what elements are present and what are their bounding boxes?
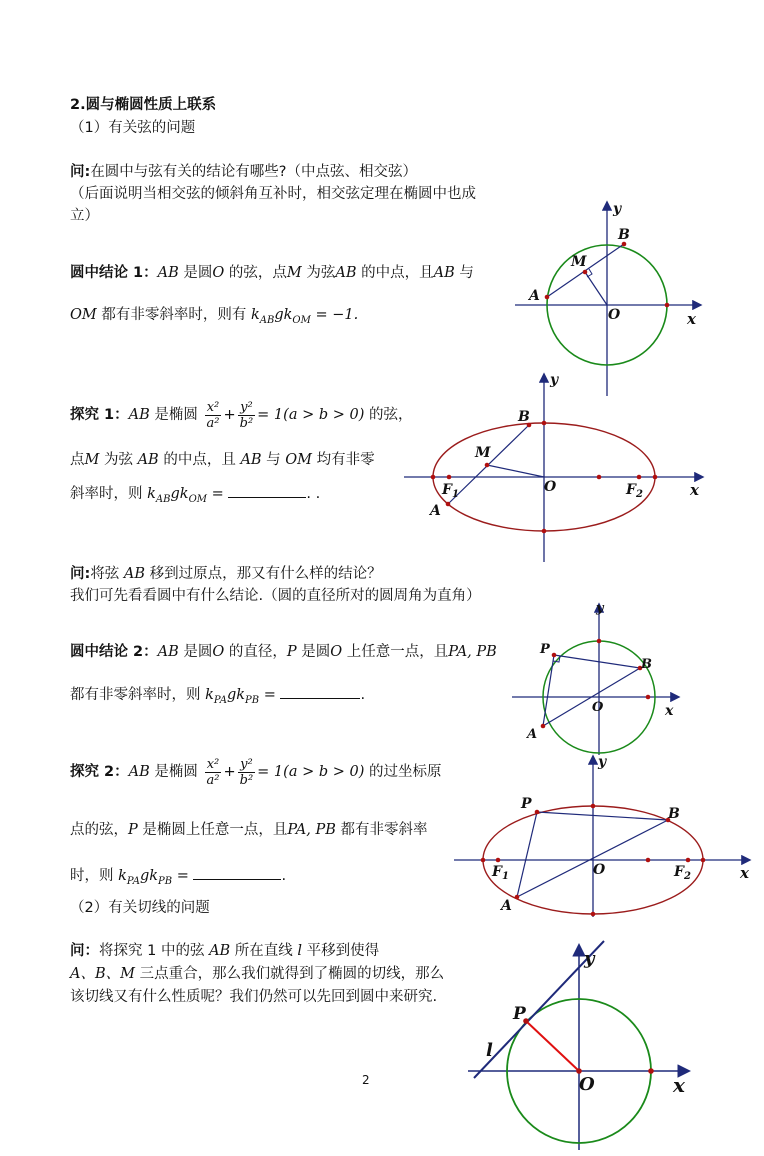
text: . <box>281 868 287 884</box>
label-x: x <box>690 481 699 499</box>
math: AB <box>335 265 357 281</box>
text: 上任意一点，且 <box>342 644 449 660</box>
math-sub: PA <box>213 694 227 706</box>
conclusion-1-line1 <box>70 263 474 283</box>
text: 与 <box>261 452 286 468</box>
point-y-intercept <box>597 639 602 644</box>
label-p: P <box>540 642 550 657</box>
text: 平移到使得 <box>302 943 380 959</box>
question-lead: 问： <box>70 943 99 959</box>
math: O <box>330 644 343 660</box>
text: 的直径， <box>224 644 287 660</box>
point-a <box>545 295 550 300</box>
point-vertex-bottom <box>591 912 596 917</box>
point-x-intercept <box>646 695 651 700</box>
figure-circle-tangent <box>466 938 694 1152</box>
fraction: $\frac{\text{y²}}{\text{b²}}$ <box>239 756 254 788</box>
math: + <box>223 407 236 423</box>
figure-circle-diameter <box>510 600 682 758</box>
point-f2 <box>686 858 691 863</box>
conclusion-lead: 圆中结论 1： <box>70 265 158 281</box>
answer-blank[interactable] <box>280 698 360 699</box>
math: PA, PB <box>448 644 497 660</box>
point-vertex-left <box>431 475 436 480</box>
point-x-intercept <box>648 1068 654 1074</box>
point-vertex-top <box>542 421 547 426</box>
label-m: M <box>571 254 587 270</box>
label-a: A <box>529 288 540 304</box>
math: k <box>147 486 156 502</box>
text: 均有非零 <box>312 452 375 468</box>
math: AB <box>123 566 146 582</box>
point-f2 <box>637 475 642 480</box>
label-o: O <box>608 307 621 323</box>
text: 是圆 <box>296 644 331 660</box>
text: 是圆 <box>178 644 213 660</box>
label-f2: $F_2$ <box>674 864 691 882</box>
text: 都有非零斜率时，则有 <box>96 307 251 323</box>
math: k <box>118 868 127 884</box>
point-a <box>446 502 451 507</box>
math: OM <box>70 307 97 323</box>
text: 的过坐标原 <box>364 764 442 780</box>
label-o: O <box>593 862 606 878</box>
label-y: y <box>598 754 607 770</box>
segment-pb <box>554 655 640 668</box>
text: 所在直线 <box>230 943 298 959</box>
math: M <box>84 452 100 468</box>
conclusion-lead: 圆中结论 2： <box>70 644 158 660</box>
question-3-line2 <box>70 964 444 984</box>
label-a: A <box>527 727 538 742</box>
exploration-1-line1 <box>70 395 412 435</box>
point-p <box>535 810 540 815</box>
math: AB <box>157 644 179 660</box>
label-a: A <box>501 898 512 914</box>
math: = −1. <box>310 307 359 323</box>
math: gk <box>274 307 293 323</box>
math-sub: PA <box>126 875 140 887</box>
math: gk <box>226 687 246 703</box>
math: AB <box>157 265 179 281</box>
text: 都有非零斜率 <box>335 822 428 838</box>
label-o: O <box>592 700 604 715</box>
label-f1: $F_1$ <box>492 864 509 882</box>
segment-pa <box>543 655 554 726</box>
text: 是椭圆 <box>149 407 203 423</box>
text: . . <box>306 486 321 502</box>
point-vertex-top <box>591 804 596 809</box>
subsection-tangent: （2）有关切线的问题 <box>70 900 210 916</box>
question-2-note: 我们可先看看圆中有什么结论.（圆的直径所对的圆周角为直角） <box>70 588 481 604</box>
point-x-intercept <box>665 303 670 308</box>
question-3-line1 <box>70 941 379 961</box>
exploration-lead: 探究 1： <box>70 407 129 423</box>
label-a: A <box>430 503 441 519</box>
label-m: M <box>475 445 491 461</box>
point-f1 <box>496 858 501 863</box>
label-o: O <box>579 1074 595 1095</box>
text: 与 <box>454 265 474 281</box>
text: 的中点，且 <box>356 265 434 281</box>
figure-ellipse-diameter <box>452 752 754 920</box>
text: 的中点，且 <box>158 452 241 468</box>
conclusion-1-line2 <box>70 305 358 331</box>
answer-blank[interactable] <box>228 497 306 498</box>
math: = <box>259 687 281 703</box>
math: P <box>128 822 138 838</box>
math: = 1(a > b > 0) <box>257 764 365 780</box>
label-y: y <box>584 948 595 969</box>
math: gk <box>139 868 159 884</box>
point-vertex-right <box>653 475 658 480</box>
text: 三点重合，那么我们就得到了椭圆的切线，那么 <box>134 966 445 982</box>
exploration-1-line2 <box>70 450 375 470</box>
math: k <box>250 307 260 323</box>
label-y: y <box>596 601 604 616</box>
text: 的弦，点 <box>224 265 287 281</box>
question-lead: 问: <box>70 164 91 180</box>
fraction: $\frac{\text{x²}}{\text{a²}}$ <box>206 756 220 788</box>
math: AB <box>433 265 455 281</box>
segment-om <box>585 272 607 305</box>
math: = 1(a > b > 0) <box>257 407 365 423</box>
math: AB <box>128 764 150 780</box>
label-x: x <box>740 864 749 882</box>
math: OM <box>285 452 313 468</box>
subsection-chord: （1）有关弦的问题 <box>70 120 196 136</box>
math: P <box>286 644 297 660</box>
text: 斜率时，则 <box>70 486 148 502</box>
point-f1 <box>447 475 452 480</box>
point-f-inner <box>646 858 651 863</box>
question-lead: 问: <box>70 566 91 582</box>
point-vertex-right <box>701 858 706 863</box>
label-b: B <box>668 806 680 822</box>
exploration-lead: 探究 2： <box>70 764 129 780</box>
question-1-note-line1: （后面说明当相交弦的倾斜角互补时，相交弦定理在椭圆中也成 <box>70 186 476 202</box>
text: 移到过原点，那又有什么样的结论？ <box>145 566 382 582</box>
text: 为弦 <box>301 265 336 281</box>
point-m <box>583 270 588 275</box>
label-y: y <box>613 201 622 217</box>
question-text: 在圆中与弦有关的结论有哪些?（中点弦、相交弦） <box>90 164 418 180</box>
point-p <box>552 653 557 658</box>
point-vertex-left <box>481 858 486 863</box>
question-1 <box>70 162 417 182</box>
label-o: O <box>544 479 557 495</box>
segment-pa <box>517 812 537 897</box>
math: A、B、M <box>70 966 135 982</box>
math: + <box>223 764 236 780</box>
text: 点的弦， <box>70 822 128 838</box>
section-heading: 2.圆与椭圆性质上联系 <box>70 97 217 113</box>
math: PA, PB <box>287 822 336 838</box>
math-sub: AB <box>259 314 275 326</box>
exploration-2-line3 <box>70 866 286 892</box>
text: 是椭圆 <box>137 822 186 838</box>
fraction: $\frac{\text{y²}}{\text{b²}}$ <box>239 399 254 431</box>
math: AB <box>209 943 231 959</box>
point-a <box>515 895 520 900</box>
segment-om <box>487 465 544 477</box>
math-sub: OM <box>188 493 207 505</box>
text: . <box>360 687 366 703</box>
label-x: x <box>673 1073 685 1097</box>
page-number: 2 <box>362 1073 370 1087</box>
text: 为弦 <box>99 452 138 468</box>
label-y: y <box>550 372 559 388</box>
conclusion-2-line2 <box>70 685 365 711</box>
text: 点 <box>70 452 85 468</box>
point-m <box>485 463 490 468</box>
label-p: P <box>521 796 532 812</box>
math: = <box>207 486 229 502</box>
math: = <box>172 868 194 884</box>
exploration-1-line3 <box>70 484 320 510</box>
math: O <box>212 265 225 281</box>
question-2 <box>70 564 382 584</box>
question-1-note-line2: 立） <box>70 208 99 224</box>
math: AB <box>128 407 150 423</box>
conclusion-2-line1 <box>70 642 497 662</box>
text: 时，则 <box>70 868 119 884</box>
point-f-inner <box>597 475 602 480</box>
label-b: B <box>618 227 630 243</box>
label-p: P <box>513 1004 526 1024</box>
math: l <box>297 943 303 959</box>
text: 是圆 <box>178 265 213 281</box>
math: O <box>212 644 225 660</box>
label-b: B <box>641 657 652 672</box>
exploration-2-line2 <box>70 820 428 840</box>
figure-ellipse-midpoint-chord <box>402 370 707 566</box>
math: k <box>205 687 214 703</box>
math: M <box>286 265 302 281</box>
math: AB <box>137 452 159 468</box>
math-sub: AB <box>155 493 171 505</box>
label-x: x <box>687 310 696 328</box>
math: AB <box>240 452 262 468</box>
point-a <box>541 724 546 729</box>
point-vertex-bottom <box>542 529 547 534</box>
math-sub: OM <box>292 314 311 326</box>
answer-blank[interactable] <box>193 879 281 880</box>
math: gk <box>170 486 189 502</box>
label-x: x <box>665 703 674 719</box>
exploration-2-line1 <box>70 752 441 792</box>
label-b: B <box>518 409 530 425</box>
label-f1: $F_1$ <box>442 482 459 500</box>
text: 将探究 1 中的弦 <box>99 943 210 959</box>
text: 是椭圆 <box>149 764 203 780</box>
text: 都有非零斜率时，则 <box>70 687 206 703</box>
label-l: l <box>486 1040 493 1061</box>
text: 将弦 <box>90 566 124 582</box>
radius-op <box>526 1021 579 1071</box>
label-f2: $F_2$ <box>626 482 643 500</box>
math-sub: PB <box>245 694 260 706</box>
text: 上任意一点，且 <box>185 822 288 838</box>
math-sub: PB <box>158 875 173 887</box>
point-o <box>576 1068 582 1074</box>
text: 的弦， <box>364 407 413 423</box>
fraction: $\frac{\text{x²}}{\text{a²}}$ <box>206 399 220 431</box>
question-3-line3: 该切线又有什么性质呢？我们仍然可以先回到圆中来研究. <box>70 989 438 1005</box>
